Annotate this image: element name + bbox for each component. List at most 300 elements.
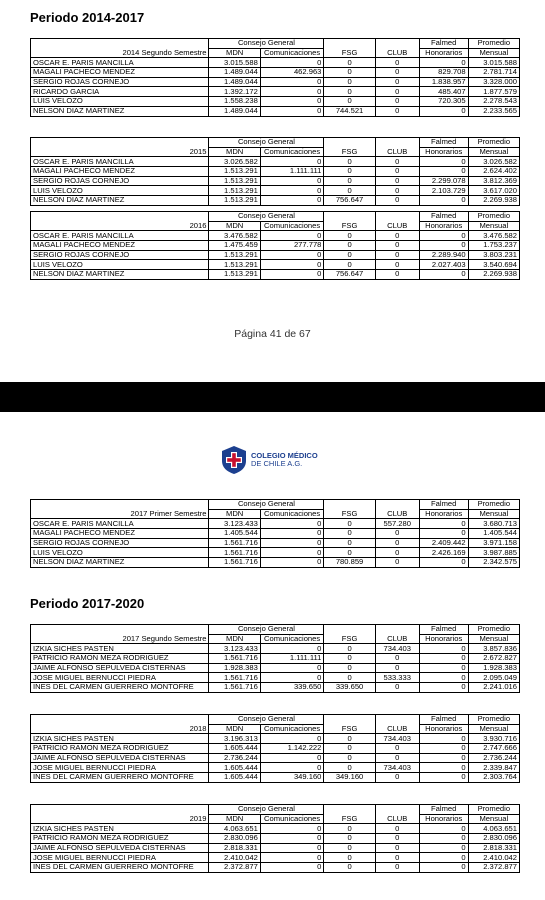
member-name-cell: JOSE MIGUEL BERNUCCI PIEDRA — [31, 673, 209, 683]
column-header: CLUB — [375, 634, 419, 644]
table-row — [31, 87, 520, 97]
group-header: Consejo General — [209, 715, 324, 725]
falmed-header: Falmed — [419, 805, 468, 815]
amount-cell: 0 — [324, 843, 375, 853]
table-row — [31, 644, 520, 654]
header-blank-cell — [324, 805, 375, 815]
amount-cell: 2.410.042 — [209, 853, 260, 863]
amount-cell: 0 — [260, 519, 324, 529]
table-row — [31, 843, 520, 853]
member-name-cell: JOSE MIGUEL BERNUCCI PIEDRA — [31, 853, 209, 863]
amount-cell: 744.521 — [324, 106, 375, 116]
amount-cell: 1.392.172 — [209, 87, 260, 97]
column-header: Honorarios — [419, 147, 468, 157]
amount-cell: 0 — [324, 231, 375, 241]
amount-cell: 0 — [375, 270, 419, 280]
amount-cell: 0 — [375, 176, 419, 186]
header-blank-cell — [31, 212, 209, 222]
member-name-cell: RICARDO GARCIA — [31, 87, 209, 97]
column-header: Honorarios — [419, 509, 468, 519]
amount-cell: 1.928.383 — [209, 663, 260, 673]
amount-cell: 0 — [375, 106, 419, 116]
column-header: MDN — [209, 814, 260, 824]
amount-cell: 0 — [375, 529, 419, 539]
amount-cell: 0 — [324, 87, 375, 97]
member-name-cell: SERGIO ROJAS CORNEJO — [31, 176, 209, 186]
header-blank-cell — [31, 805, 209, 815]
amount-cell: 0 — [375, 87, 419, 97]
amount-cell: 0 — [260, 663, 324, 673]
amount-cell: 339.650 — [324, 683, 375, 693]
amount-cell: 1.753.237 — [468, 241, 519, 251]
column-header: FSG — [324, 509, 375, 519]
amount-cell: 0 — [324, 250, 375, 260]
amount-cell: 4.063.651 — [468, 824, 519, 834]
amount-cell: 0 — [324, 744, 375, 754]
amount-cell: 0 — [375, 167, 419, 177]
amount-cell: 0 — [375, 853, 419, 863]
amount-cell: 0 — [260, 270, 324, 280]
column-header: CLUB — [375, 509, 419, 519]
amount-cell: 3.015.588 — [468, 58, 519, 68]
header-blank-cell — [324, 500, 375, 510]
compensation-table — [30, 211, 520, 280]
amount-cell: 3.540.694 — [468, 260, 519, 270]
member-name-cell: JAIME ALFONSO SEPULVEDA CISTERNAS — [31, 663, 209, 673]
amount-cell: 2.233.565 — [468, 106, 519, 116]
table-row — [31, 529, 520, 539]
compensation-table — [30, 624, 520, 693]
amount-cell: 2.426.169 — [419, 548, 468, 558]
falmed-header: Falmed — [419, 500, 468, 510]
table-row — [31, 58, 520, 68]
promedio-header: Promedio — [468, 715, 519, 725]
amount-cell: 0 — [324, 68, 375, 78]
column-header: Mensual — [468, 147, 519, 157]
group-header: Consejo General — [209, 39, 324, 49]
header-blank-cell — [324, 625, 375, 635]
amount-cell: 0 — [260, 834, 324, 844]
amount-cell: 2.410.042 — [468, 853, 519, 863]
header-blank-cell — [375, 500, 419, 510]
amount-cell: 1.405.544 — [209, 529, 260, 539]
column-header: FSG — [324, 724, 375, 734]
amount-cell: 1.513.291 — [209, 196, 260, 206]
amount-cell: 2.241.016 — [468, 683, 519, 693]
amount-cell: 0 — [324, 157, 375, 167]
member-name-cell: INES DEL CARMEN GUERRERO MONTOFRE — [31, 683, 209, 693]
amount-cell: 349.160 — [324, 773, 375, 783]
amount-cell: 3.971.158 — [468, 538, 519, 548]
amount-cell: 720.305 — [419, 97, 468, 107]
header-blank-cell — [375, 625, 419, 635]
amount-cell: 0 — [419, 529, 468, 539]
amount-cell: 2.269.938 — [468, 270, 519, 280]
table-row — [31, 853, 520, 863]
table-column-header-row — [31, 509, 520, 519]
amount-cell: 2.672.827 — [468, 654, 519, 664]
header-blank-cell — [375, 212, 419, 222]
amount-cell: 2.736.244 — [209, 753, 260, 763]
amount-cell: 0 — [375, 241, 419, 251]
amount-cell: 0 — [324, 663, 375, 673]
amount-cell: 1.605.444 — [209, 773, 260, 783]
amount-cell: 0 — [260, 157, 324, 167]
member-name-cell: NELSON DIAZ MARTINEZ — [31, 196, 209, 206]
header-blank-cell — [31, 625, 209, 635]
amount-cell: 1.561.716 — [209, 654, 260, 664]
table-row — [31, 744, 520, 754]
amount-cell: 2.781.714 — [468, 68, 519, 78]
column-header: FSG — [324, 814, 375, 824]
header-blank-cell — [375, 39, 419, 49]
amount-cell: 349.160 — [260, 773, 324, 783]
member-name-cell: SERGIO ROJAS CORNEJO — [31, 538, 209, 548]
amount-cell: 0 — [419, 863, 468, 873]
header-blank-cell — [375, 138, 419, 148]
amount-cell: 1.489.044 — [209, 106, 260, 116]
header-blank-cell — [31, 39, 209, 49]
member-name-cell: IZKIA SICHES PASTEN — [31, 734, 209, 744]
column-header: Mensual — [468, 724, 519, 734]
amount-cell: 0 — [419, 683, 468, 693]
member-name-cell: LUIS VELOZO — [31, 260, 209, 270]
amount-cell: 0 — [375, 250, 419, 260]
amount-cell: 0 — [260, 87, 324, 97]
member-name-cell: JOSE MIGUEL BERNUCCI PIEDRA — [31, 763, 209, 773]
amount-cell: 0 — [324, 529, 375, 539]
column-header: Mensual — [468, 509, 519, 519]
member-name-cell: SERGIO ROJAS CORNEJO — [31, 250, 209, 260]
period-heading-2017-2020: Periodo 2017-2020 — [30, 596, 145, 611]
amount-cell: 0 — [324, 824, 375, 834]
amount-cell: 2.095.049 — [468, 673, 519, 683]
amount-cell: 0 — [324, 167, 375, 177]
amount-cell: 2.339.847 — [468, 763, 519, 773]
table-row — [31, 157, 520, 167]
table-group-header-row — [31, 625, 520, 635]
table-row — [31, 863, 520, 873]
table-column-header-row — [31, 634, 520, 644]
amount-cell: 0 — [260, 644, 324, 654]
table-row — [31, 673, 520, 683]
amount-cell: 0 — [375, 558, 419, 568]
period-label: 2015 — [31, 147, 209, 157]
amount-cell: 0 — [324, 863, 375, 873]
member-name-cell: MAGALI PACHECO MENDEZ — [31, 167, 209, 177]
header-blank-cell — [31, 715, 209, 725]
table-column-header-row — [31, 724, 520, 734]
amount-cell: 0 — [375, 157, 419, 167]
column-header: Comunicaciones — [260, 48, 324, 58]
table-row — [31, 176, 520, 186]
amount-cell: 0 — [419, 773, 468, 783]
amount-cell: 3.803.231 — [468, 250, 519, 260]
table-row — [31, 186, 520, 196]
amount-cell: 462.963 — [260, 68, 324, 78]
amount-cell: 1.489.044 — [209, 68, 260, 78]
column-header: MDN — [209, 509, 260, 519]
group-header: Consejo General — [209, 500, 324, 510]
amount-cell: 3.015.588 — [209, 58, 260, 68]
column-header: MDN — [209, 221, 260, 231]
member-name-cell: MAGALI PACHECO MENDEZ — [31, 529, 209, 539]
logo-text — [251, 452, 318, 468]
promedio-header: Promedio — [468, 500, 519, 510]
amount-cell: 0 — [324, 673, 375, 683]
amount-cell: 1.513.291 — [209, 270, 260, 280]
amount-cell: 2.747.666 — [468, 744, 519, 754]
header-blank-cell — [31, 138, 209, 148]
logo-emblem-icon — [220, 445, 248, 475]
amount-cell: 0 — [419, 744, 468, 754]
header-blank-cell — [324, 212, 375, 222]
amount-cell: 1.561.716 — [209, 683, 260, 693]
amount-cell: 0 — [324, 186, 375, 196]
member-name-cell: OSCAR E. PARIS MANCILLA — [31, 58, 209, 68]
amount-cell: 0 — [260, 97, 324, 107]
amount-cell: 2.830.096 — [468, 834, 519, 844]
table-group-header-row — [31, 39, 520, 49]
compensation-table — [30, 804, 520, 873]
logo-line-1: COLEGIO MÉDICO — [251, 451, 318, 460]
amount-cell: 0 — [260, 843, 324, 853]
amount-cell: 0 — [260, 863, 324, 873]
amount-cell: 2.027.403 — [419, 260, 468, 270]
amount-cell: 0 — [260, 529, 324, 539]
amount-cell: 1.838.957 — [419, 77, 468, 87]
column-header: FSG — [324, 634, 375, 644]
member-name-cell: OSCAR E. PARIS MANCILLA — [31, 157, 209, 167]
table-row — [31, 519, 520, 529]
amount-cell: 0 — [260, 176, 324, 186]
amount-cell: 0 — [419, 157, 468, 167]
amount-cell: 4.063.651 — [209, 824, 260, 834]
amount-cell: 1.558.238 — [209, 97, 260, 107]
group-header: Consejo General — [209, 625, 324, 635]
member-name-cell: SERGIO ROJAS CORNEJO — [31, 77, 209, 87]
table-row — [31, 270, 520, 280]
amount-cell: 557.280 — [375, 519, 419, 529]
amount-cell: 0 — [260, 231, 324, 241]
group-header: Consejo General — [209, 805, 324, 815]
amount-cell: 2.736.244 — [468, 753, 519, 763]
amount-cell: 0 — [375, 744, 419, 754]
amount-cell: 0 — [419, 734, 468, 744]
member-name-cell: LUIS VELOZO — [31, 97, 209, 107]
member-name-cell: INES DEL CARMEN GUERRERO MONTOFRE — [31, 773, 209, 783]
amount-cell: 1.513.291 — [209, 167, 260, 177]
amount-cell: 0 — [260, 260, 324, 270]
amount-cell: 0 — [260, 734, 324, 744]
amount-cell: 829.708 — [419, 68, 468, 78]
amount-cell: 0 — [419, 558, 468, 568]
amount-cell: 734.403 — [375, 734, 419, 744]
promedio-header: Promedio — [468, 138, 519, 148]
amount-cell: 0 — [260, 538, 324, 548]
amount-cell: 533.333 — [375, 673, 419, 683]
period-label: 2017 Segundo Semestre — [31, 634, 209, 644]
amount-cell: 0 — [260, 853, 324, 863]
amount-cell: 0 — [375, 186, 419, 196]
amount-cell: 0 — [260, 58, 324, 68]
amount-cell: 780.859 — [324, 558, 375, 568]
promedio-header: Promedio — [468, 625, 519, 635]
amount-cell: 1.605.444 — [209, 744, 260, 754]
amount-cell: 1.405.544 — [468, 529, 519, 539]
amount-cell: 0 — [375, 68, 419, 78]
amount-cell: 3.617.020 — [468, 186, 519, 196]
falmed-header: Falmed — [419, 39, 468, 49]
amount-cell: 0 — [375, 231, 419, 241]
promedio-header: Promedio — [468, 212, 519, 222]
amount-cell: 0 — [260, 77, 324, 87]
amount-cell: 1.561.716 — [209, 548, 260, 558]
amount-cell: 0 — [419, 673, 468, 683]
amount-cell: 339.650 — [260, 683, 324, 693]
amount-cell: 3.476.582 — [468, 231, 519, 241]
amount-cell: 0 — [260, 250, 324, 260]
amount-cell: 3.812.369 — [468, 176, 519, 186]
group-header: Consejo General — [209, 138, 324, 148]
amount-cell: 0 — [324, 538, 375, 548]
amount-cell: 1.561.716 — [209, 538, 260, 548]
table-row — [31, 683, 520, 693]
amount-cell: 0 — [375, 654, 419, 664]
member-name-cell: JAIME ALFONSO SEPULVEDA CISTERNAS — [31, 753, 209, 763]
table-group-header-row — [31, 715, 520, 725]
amount-cell: 3.123.433 — [209, 644, 260, 654]
member-name-cell: IZKIA SICHES PASTEN — [31, 824, 209, 834]
column-header: Mensual — [468, 634, 519, 644]
table-row — [31, 260, 520, 270]
amount-cell: 3.857.836 — [468, 644, 519, 654]
amount-cell: 3.987.885 — [468, 548, 519, 558]
amount-cell: 0 — [375, 773, 419, 783]
amount-cell: 0 — [419, 231, 468, 241]
table-row — [31, 196, 520, 206]
amount-cell: 0 — [419, 519, 468, 529]
amount-cell: 2.830.096 — [209, 834, 260, 844]
amount-cell: 734.403 — [375, 644, 419, 654]
amount-cell: 0 — [324, 853, 375, 863]
amount-cell: 1.513.291 — [209, 176, 260, 186]
member-name-cell: JAIME ALFONSO SEPULVEDA CISTERNAS — [31, 843, 209, 853]
column-header: Comunicaciones — [260, 147, 324, 157]
promedio-header: Promedio — [468, 805, 519, 815]
amount-cell: 0 — [375, 548, 419, 558]
table-row — [31, 734, 520, 744]
amount-cell: 0 — [375, 538, 419, 548]
amount-cell: 0 — [419, 763, 468, 773]
table-row — [31, 241, 520, 251]
column-header: CLUB — [375, 724, 419, 734]
column-header: Mensual — [468, 221, 519, 231]
amount-cell: 0 — [419, 644, 468, 654]
amount-cell: 0 — [375, 824, 419, 834]
amount-cell: 0 — [375, 753, 419, 763]
amount-cell: 0 — [324, 753, 375, 763]
amount-cell: 2.289.940 — [419, 250, 468, 260]
column-header: FSG — [324, 221, 375, 231]
amount-cell: 0 — [260, 106, 324, 116]
member-name-cell: OSCAR E. PARIS MANCILLA — [31, 231, 209, 241]
amount-cell: 1.489.044 — [209, 77, 260, 87]
amount-cell: 0 — [324, 77, 375, 87]
promedio-header: Promedio — [468, 39, 519, 49]
amount-cell: 2.342.575 — [468, 558, 519, 568]
document-page-41 — [0, 0, 545, 382]
amount-cell: 0 — [375, 683, 419, 693]
period-label: 2016 — [31, 221, 209, 231]
amount-cell: 2.278.543 — [468, 97, 519, 107]
compensation-table — [30, 38, 520, 117]
member-name-cell: NELSON DIAZ MARTINEZ — [31, 558, 209, 568]
member-name-cell: PATRICIO RAMON MEZA RODRIGUEZ — [31, 744, 209, 754]
table-group-header-row — [31, 138, 520, 148]
amount-cell: 0 — [375, 196, 419, 206]
column-header: CLUB — [375, 147, 419, 157]
compensation-table — [30, 499, 520, 568]
amount-cell: 0 — [324, 834, 375, 844]
amount-cell: 0 — [419, 824, 468, 834]
member-name-cell: IZKIA SICHES PASTEN — [31, 644, 209, 654]
amount-cell: 2.299.078 — [419, 176, 468, 186]
header-blank-cell — [375, 805, 419, 815]
amount-cell: 0 — [260, 196, 324, 206]
member-name-cell: LUIS VELOZO — [31, 186, 209, 196]
amount-cell: 1.513.291 — [209, 250, 260, 260]
amount-cell: 0 — [324, 548, 375, 558]
amount-cell: 0 — [419, 270, 468, 280]
column-header: Comunicaciones — [260, 724, 324, 734]
header-blank-cell — [324, 39, 375, 49]
table-row — [31, 834, 520, 844]
table-row — [31, 824, 520, 834]
table-row — [31, 654, 520, 664]
amount-cell: 3.930.716 — [468, 734, 519, 744]
amount-cell: 1.111.111 — [260, 654, 324, 664]
amount-cell: 0 — [419, 167, 468, 177]
amount-cell: 0 — [260, 824, 324, 834]
member-name-cell: OSCAR E. PARIS MANCILLA — [31, 519, 209, 529]
amount-cell: 1.513.291 — [209, 186, 260, 196]
header-blank-cell — [375, 715, 419, 725]
group-header: Consejo General — [209, 212, 324, 222]
amount-cell: 0 — [419, 853, 468, 863]
table-row — [31, 558, 520, 568]
amount-cell: 2.372.877 — [468, 863, 519, 873]
amount-cell: 0 — [260, 753, 324, 763]
amount-cell: 2.818.331 — [468, 843, 519, 853]
amount-cell: 0 — [375, 843, 419, 853]
column-header: Mensual — [468, 48, 519, 58]
table-column-header-row — [31, 48, 520, 58]
amount-cell: 0 — [419, 196, 468, 206]
table-row — [31, 77, 520, 87]
amount-cell: 0 — [419, 834, 468, 844]
amount-cell: 0 — [324, 734, 375, 744]
amount-cell: 2.303.764 — [468, 773, 519, 783]
falmed-header: Falmed — [419, 138, 468, 148]
amount-cell: 0 — [375, 834, 419, 844]
table-row — [31, 763, 520, 773]
amount-cell: 277.778 — [260, 241, 324, 251]
table-group-header-row — [31, 805, 520, 815]
amount-cell: 0 — [260, 548, 324, 558]
amount-cell: 0 — [260, 763, 324, 773]
falmed-header: Falmed — [419, 715, 468, 725]
